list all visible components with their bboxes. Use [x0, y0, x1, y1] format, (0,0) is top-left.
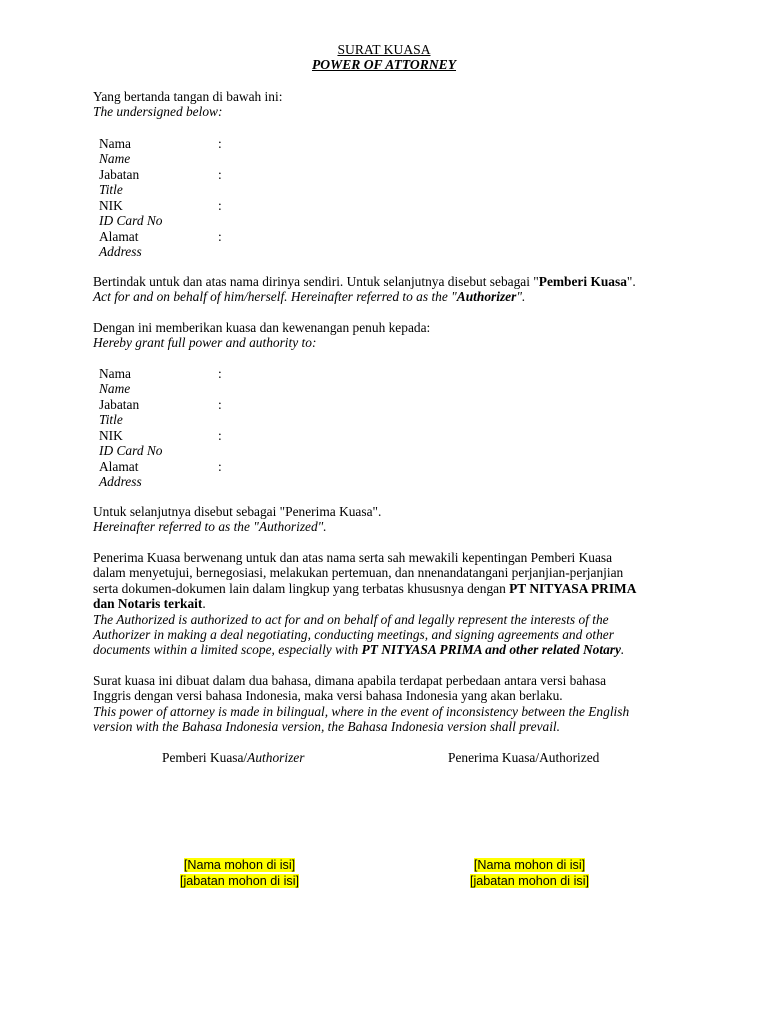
- act-for-id: [93, 274, 683, 289]
- authorized-signature-placeholder: [462, 857, 597, 889]
- field-colon: :: [218, 136, 222, 151]
- intro-paragraph: [93, 89, 683, 120]
- field-label: Nama: [99, 366, 131, 381]
- field-colon: :: [218, 397, 222, 412]
- field-label: Jabatan: [99, 167, 140, 182]
- field-label: Jabatan: [99, 397, 140, 412]
- scope-id-line: [93, 581, 693, 596]
- act-for-id-end: ".: [626, 274, 636, 289]
- grant-id: Dengan ini memberikan kuasa dan kewenangan penuh kepada:: [93, 320, 431, 335]
- grant-paragraph: [93, 320, 683, 351]
- title-main: SURAT KUASA: [337, 42, 431, 57]
- field-row-title: [99, 397, 299, 428]
- authorized-signature-title: Penerima Kuasa/Authorized: [448, 750, 600, 765]
- field-row-address: [99, 229, 299, 260]
- scope-en-line: Authorizer in making a deal negotiating, conducting meetings, and signing agreements and other: [93, 627, 614, 643]
- scope-paragraph: [93, 550, 693, 658]
- authorized-name-placeholder: [Nama mohon di isi]: [473, 858, 586, 872]
- grant-en: Hereby grant full power and authority to:: [93, 335, 317, 351]
- field-label-en: ID Card No: [99, 443, 163, 459]
- field-row-name: [99, 136, 299, 167]
- authorizer-fields: [99, 136, 299, 260]
- bilingual-id-line: Inggris dengan versi bahasa Indonesia, maka versi bahasa Indonesia yang akan berlaku.: [93, 688, 563, 704]
- act-for-en-text: Act for and on behalf of him/herself. Hereinafter referred to as the ": [93, 289, 457, 305]
- scope-id-line: [93, 596, 693, 611]
- field-row-name: [99, 366, 299, 397]
- referred-id: Untuk selanjutnya disebut sebagai "Penerima Kuasa".: [93, 504, 382, 519]
- authorizer-signature-title: [162, 750, 304, 765]
- act-for-en: [93, 289, 683, 304]
- field-row-id-card: [99, 198, 299, 229]
- referred-en: Hereinafter referred to as the "Authorized".: [93, 519, 327, 535]
- field-label: NIK: [99, 198, 123, 213]
- scope-en-company: PT NITYASA PRIMA and other related Notary: [361, 642, 621, 658]
- field-label-en: Name: [99, 151, 131, 167]
- field-label: NIK: [99, 428, 123, 443]
- field-row-address: [99, 459, 299, 490]
- field-label-en: ID Card No: [99, 213, 163, 229]
- scope-id-company: PT NITYASA PRIMA: [509, 580, 637, 596]
- scope-id-end: .: [202, 596, 206, 612]
- field-label: Alamat: [99, 229, 139, 244]
- field-colon: :: [218, 428, 222, 443]
- field-colon: :: [218, 229, 222, 244]
- act-for-paragraph: [93, 274, 683, 305]
- scope-id-notary: dan Notaris terkait: [93, 596, 203, 612]
- bilingual-id-line: Surat kuasa ini dibuat dalam dua bahasa, dimana apabila terdapat perbedaan antara versi bahasa: [93, 673, 607, 688]
- document-title: [0, 42, 768, 73]
- scope-en-line: The Authorized is authorized to act for and on behalf of and legally represent the interests of the: [93, 611, 609, 627]
- title-sub: POWER OF ATTORNEY: [311, 57, 457, 73]
- authorizer-name-placeholder: [Nama mohon di isi]: [183, 858, 296, 872]
- field-colon: :: [218, 167, 222, 182]
- field-row-title: [99, 167, 299, 198]
- field-colon: :: [218, 459, 222, 474]
- field-label-en: Address: [99, 474, 142, 490]
- intro-id: Yang bertanda tangan di bawah ini:: [93, 89, 283, 104]
- scope-en-text: documents within a limited scope, especially with: [93, 642, 362, 658]
- act-for-en-bold: Authorizer: [456, 289, 517, 305]
- bilingual-paragraph: [93, 673, 693, 735]
- authorizer-signature-placeholder: [172, 857, 307, 889]
- intro-en: The undersigned below:: [93, 104, 223, 120]
- scope-en-line: [93, 642, 693, 657]
- scope-id-line: dalam menyetujui, bernegosiasi, melakukan pertemuan, dan nnenandatangani perjanjian-perjanjian: [93, 565, 624, 581]
- scope-id-text: serta dokumen-dokumen lain dalam lingkup yang terbatas khususnya dengan: [93, 580, 510, 596]
- field-colon: :: [218, 198, 222, 213]
- scope-id-line: Penerima Kuasa berwenang untuk dan atas nama serta sah mewakili kepentingan Pemberi Kuasa: [93, 550, 613, 565]
- field-label-en: Address: [99, 244, 142, 260]
- field-label: Nama: [99, 136, 131, 151]
- field-label-en: Title: [99, 182, 123, 198]
- act-for-en-end: ".: [516, 289, 526, 305]
- field-row-id-card: [99, 428, 299, 459]
- authorizer-position-placeholder: [jabatan mohon di isi]: [179, 874, 299, 888]
- act-for-id-bold: Pemberi Kuasa: [538, 274, 627, 289]
- bilingual-en-line: version with the Bahasa Indonesia version, the Bahasa Indonesia version shall prevail.: [93, 719, 561, 735]
- referred-paragraph: [93, 504, 683, 535]
- field-label: Alamat: [99, 459, 139, 474]
- field-colon: :: [218, 366, 222, 381]
- field-label-en: Title: [99, 412, 123, 428]
- authorized-position-placeholder: [jabatan mohon di isi]: [469, 874, 589, 888]
- field-label-en: Name: [99, 381, 131, 397]
- authorized-fields: [99, 366, 299, 490]
- bilingual-en-line: This power of attorney is made in bilingual, where in the event of inconsistency between the English: [93, 703, 630, 719]
- scope-en-end: .: [620, 642, 625, 658]
- act-for-id-text: Bertindak untuk dan atas nama dirinya sendiri. Untuk selanjutnya disebut sebagai ": [93, 274, 539, 289]
- authorizer-title-id: Pemberi Kuasa/: [162, 750, 248, 765]
- authorizer-title-en: Authorizer: [247, 750, 305, 765]
